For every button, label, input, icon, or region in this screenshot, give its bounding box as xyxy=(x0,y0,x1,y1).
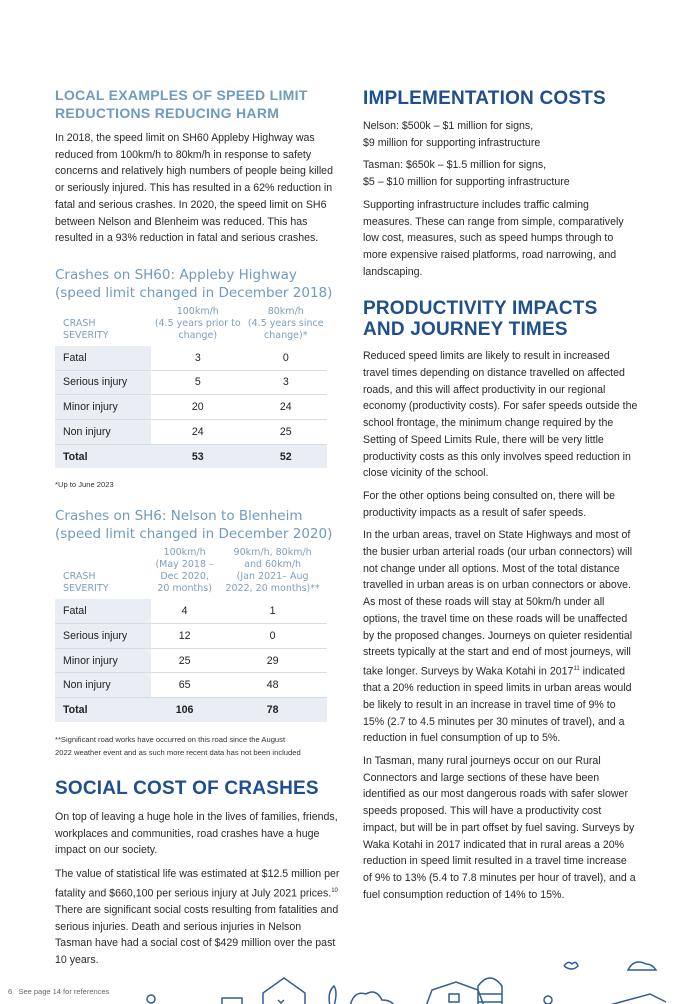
table1-title-block xyxy=(55,266,340,302)
table1-col1-header: 100km/h (4.5 years prior to change) xyxy=(154,305,241,341)
table-total-row: Total 106 78 xyxy=(55,698,327,723)
productivity-paragraph-2: For the other options being consulted on, there will be productivity impacts as a result of safer speeds. xyxy=(363,489,616,519)
table2-col2-header: 90km/h, 80km/h and 60km/h (Jan 2021– Aug 2022, 20 months)** xyxy=(225,547,320,595)
social-cost-heading: SOCIAL COST OF CRASHES xyxy=(55,777,319,799)
table-row: Minor injury 25 29 xyxy=(55,648,327,673)
productivity-paragraph-3: In the urban areas, travel on State Highways and most of the busier urban arterial roads (our urban connectors) will not change under all options. Most of the total distance travelled in urban areas is on urban connectors or above. As most of these roads will stay at 50km/h under all options, the travel time on these roads will be unaffected by the proposed changes. Journeys on quieter residential streets typically at the start and end of most journeys, will take longer. Surveys by Waka Kotahi in 2017$^{11}$ indicated that a 20% reduction in speed limits in urban areas would be likely to result in an increase in travel time of 9% to 15% (2.7 to 4.5 minutes per 30 minutes of travel), and a reduction in fuel consumption of up to 5%. xyxy=(363,529,633,745)
local-examples-heading: LOCAL EXAMPLES OF SPEED LIMIT REDUCTIONS REDUCING HARM xyxy=(55,87,308,121)
table2-title: Crashes on SH6: Nelson to Blenheim xyxy=(55,508,303,525)
table2-col1-header: 100km/h (May 2018 – Dec 2020, 20 months) xyxy=(155,547,214,595)
table-total-row: Total 53 52 xyxy=(55,444,327,469)
social-cost-paragraph-2: The value of statistical life was estimated at $12.5 million per fatality and $660,100 per serious injury at July 2021 prices.$^{10}$ There are significant social costs resulting from fatalities and serious injuries. Death and serious injuries in Nelson Tasman have had a social cost of $429 million over the past 10 years. xyxy=(55,867,340,966)
productivity-paragraph-1: Reduced speed limits are likely to result in increased travel times depending on distance travelled on affected roads, and this will affect productivity in our regional economy (productivity costs). For safer speeds outside the school frontage, the minimum change required by the Setting of Speed Limits Rule, there will be very little productivity costs as this only involves speed reduction in close vicinity of the school. xyxy=(363,350,638,480)
vehicle-icon xyxy=(222,998,242,1004)
implementation-tasman: Tasman: $650k – $1.5 million for signs, $5 – $10 million for supporting infrastructure xyxy=(363,159,570,189)
cloud-icon xyxy=(628,962,656,970)
implementation-paragraph: Supporting infrastructure includes traffic calming measures. These can range from simple, comparatively low cost, measures, such as speed humps through to more expensive raised platforms, road narrowing, and landscaping. xyxy=(363,198,624,278)
table-row: Fatal 4 1 xyxy=(55,599,327,623)
tree-icon xyxy=(544,996,552,1004)
table2-col0-header: CRASH SEVERITY xyxy=(63,571,109,595)
table1-col0-header: CRASH SEVERITY xyxy=(63,317,109,341)
table2 xyxy=(55,547,327,722)
page-footer-text: 6 See page 14 for references xyxy=(8,987,110,996)
productivity-paragraph-4: In Tasman, many rural journeys occur on our Rural Connectors and large sections of these have been identified as our most dangerous roads with safer slower speeds proposed. This will have a productivity cost impact, but will be in part offset by fuel saving. Surveys by Waka Kotahi in 2017 indicated that in rural areas a 20% reduction in speed limit resulted in a travel time increase of 9% to 13% (5.4 to 7.8 minutes per hour of travel), and a fuel consumption reduction of 14% to 15%. xyxy=(363,755,636,901)
table2-footnote: **Significant road works have occurred on this road since the August 2022 weather event and as such more recent data has not been included xyxy=(55,734,301,757)
social-cost-paragraph-1: On top of leaving a huge hole in the lives of families, friends, workplaces and communities, road crashes have a huge impact on our society. xyxy=(55,810,338,857)
table-row: Fatal 3 0 xyxy=(55,346,327,370)
landscape-illustration xyxy=(0,950,689,1004)
table-row: Serious injury 5 3 xyxy=(55,370,327,395)
road-icon xyxy=(606,994,666,1004)
table2-subtitle: (speed limit changed in December 2020) xyxy=(55,526,333,543)
table1-subtitle: (speed limit changed in December 2018) xyxy=(55,284,333,301)
bush-icon xyxy=(350,992,394,1004)
table-row: Minor injury 20 24 xyxy=(55,395,327,420)
person-icon xyxy=(329,986,336,1004)
table2-header xyxy=(55,547,327,599)
local-examples-paragraph: In 2018, the speed limit on SH60 Appleby Highway was reduced from 100km/h to 80km/h in response to safety concerns and relatively high numbers of people being killed or seriously injured. This has resulted in a 62% reduction in fatal and serious crashes. In 2020, the speed limit on SH6 between Nelson and Blenheim was reduced. This has resulted in a 93% reduction in fatal and serious crashes. xyxy=(55,132,333,245)
productivity-heading: PRODUCTIVITY IMPACTS AND JOURNEY TIMES xyxy=(363,298,598,341)
table1 xyxy=(55,306,327,469)
table1-col2-header: 80km/h (4.5 years since change)* xyxy=(247,305,324,341)
implementation-costs-heading: IMPLEMENTATION COSTS xyxy=(363,88,606,109)
implementation-nelson: Nelson: $500k – $1 million for signs, $9 million for supporting infrastructure xyxy=(363,120,541,149)
right-column xyxy=(363,86,638,903)
table1-title: Crashes on SH60: Appleby Highway xyxy=(55,266,297,283)
table1-footnote: *Up to June 2023 xyxy=(55,480,114,490)
bird-icon xyxy=(564,962,578,969)
left-column xyxy=(55,86,340,969)
table2-title-block xyxy=(55,507,340,543)
table-row: Non injury 65 48 xyxy=(55,673,327,698)
table-row: Serious injury 12 0 xyxy=(55,624,327,649)
table1-header xyxy=(55,306,327,346)
barn-icon xyxy=(426,982,484,1004)
table-row: Non injury 24 25 xyxy=(55,419,327,444)
tree-icon xyxy=(147,995,155,1003)
